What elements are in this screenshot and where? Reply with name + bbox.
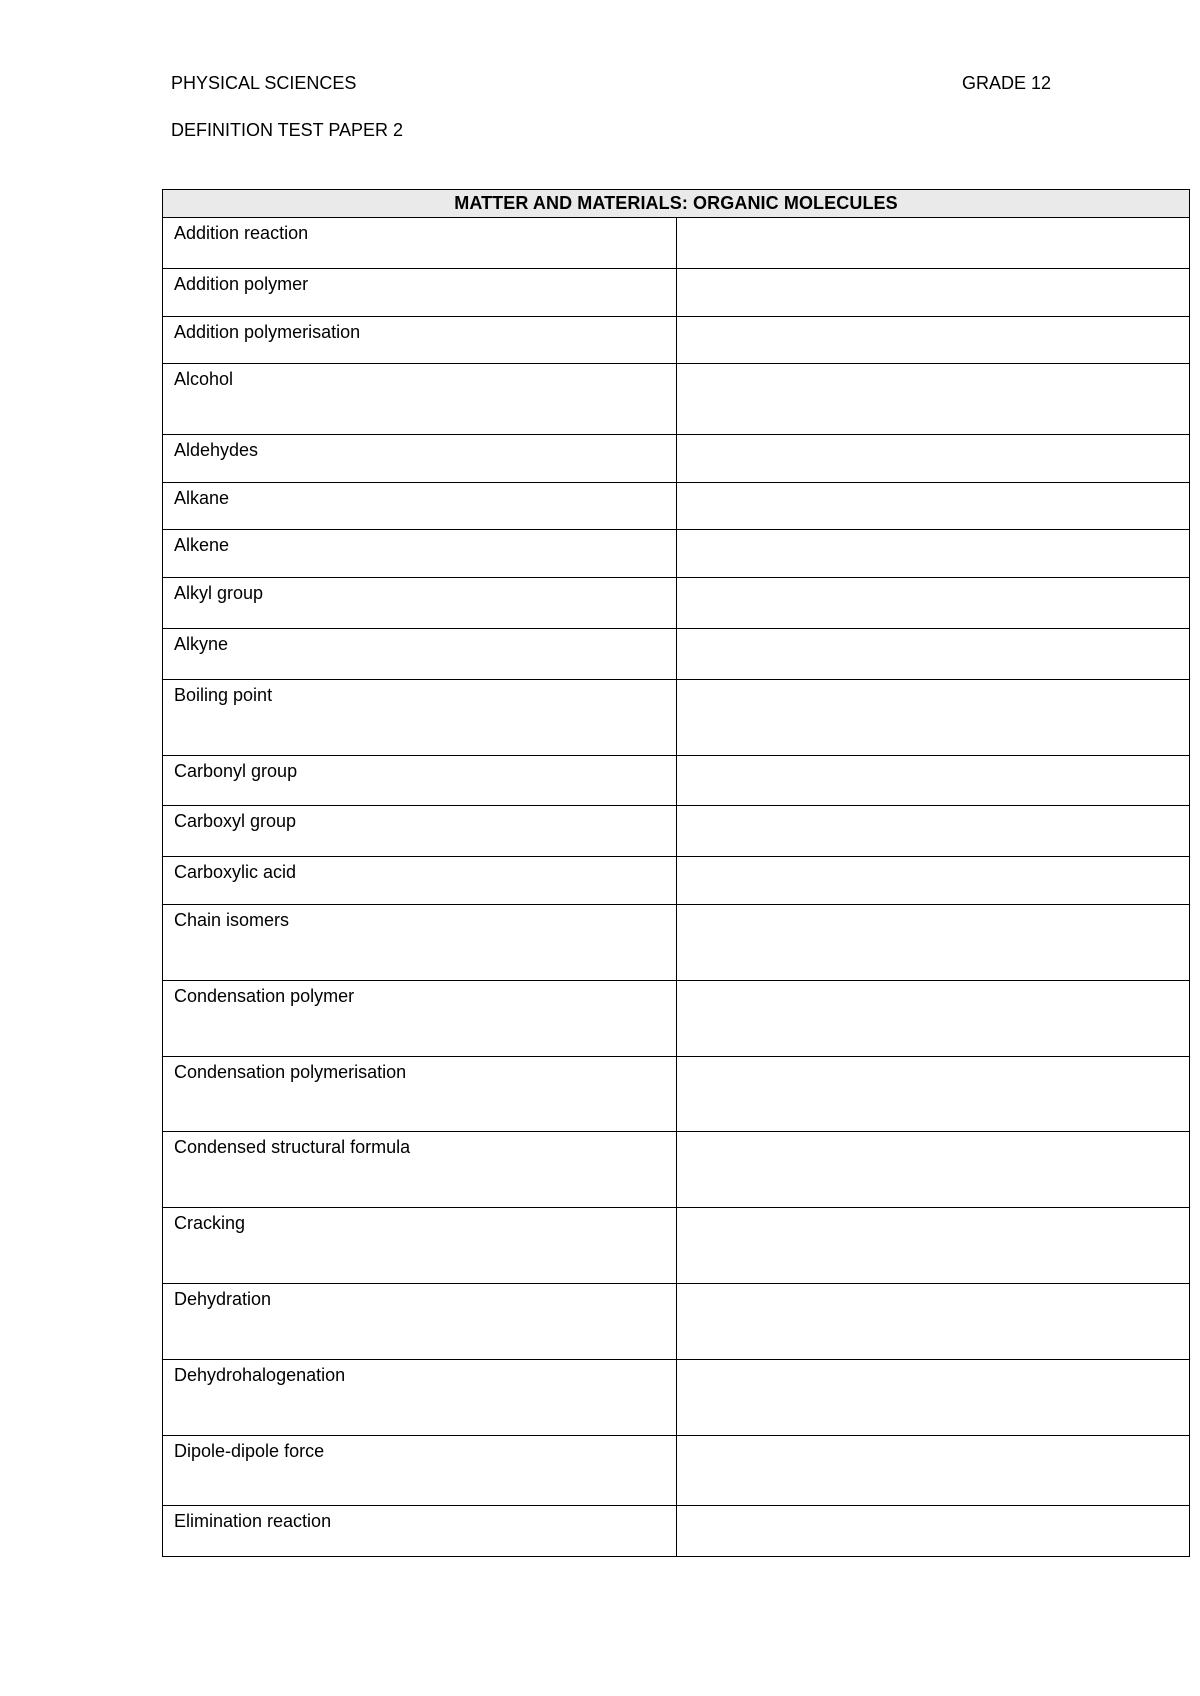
answer-cell	[676, 1284, 1190, 1360]
term-cell: Boiling point	[163, 680, 677, 756]
term-cell: Carboxyl group	[163, 806, 677, 857]
term-cell: Carboxylic acid	[163, 857, 677, 905]
table-row	[163, 364, 1190, 435]
term-cell: Cracking	[163, 1208, 677, 1284]
term-cell: Alkane	[163, 483, 677, 530]
term-cell: Alkene	[163, 530, 677, 578]
answer-cell	[676, 806, 1190, 857]
table-row	[163, 1360, 1190, 1436]
term-cell: Addition polymer	[163, 269, 677, 317]
table-row	[163, 629, 1190, 680]
table-row	[163, 578, 1190, 629]
answer-cell	[676, 317, 1190, 364]
term-cell: Addition reaction	[163, 218, 677, 269]
term-cell: Dehydration	[163, 1284, 677, 1360]
definitions-body	[163, 218, 1190, 1557]
answer-cell	[676, 905, 1190, 981]
table-row	[163, 756, 1190, 806]
table-row	[163, 1284, 1190, 1360]
table-row	[163, 857, 1190, 905]
answer-cell	[676, 1436, 1190, 1506]
answer-cell	[676, 629, 1190, 680]
answer-cell	[676, 530, 1190, 578]
answer-cell	[676, 981, 1190, 1057]
table-row	[163, 435, 1190, 483]
answer-cell	[676, 1132, 1190, 1208]
table-row	[163, 1436, 1190, 1506]
answer-cell	[676, 857, 1190, 905]
answer-cell	[676, 1057, 1190, 1132]
answer-cell	[676, 1360, 1190, 1436]
paper-title: DEFINITION TEST PAPER 2	[171, 120, 404, 140]
table-row	[163, 1057, 1190, 1132]
term-cell: Alkyl group	[163, 578, 677, 629]
table-row	[163, 530, 1190, 578]
answer-cell	[676, 364, 1190, 435]
term-cell: Alcohol	[163, 364, 677, 435]
term-cell: Aldehydes	[163, 435, 677, 483]
table-row	[163, 483, 1190, 530]
table-row	[163, 1506, 1190, 1557]
term-cell: Condensation polymerisation	[163, 1057, 677, 1132]
answer-cell	[676, 578, 1190, 629]
table-row	[163, 269, 1190, 317]
definitions-table	[162, 189, 1190, 1557]
term-cell: Elimination reaction	[163, 1506, 677, 1557]
answer-cell	[676, 435, 1190, 483]
term-cell: Chain isomers	[163, 905, 677, 981]
answer-cell	[676, 269, 1190, 317]
term-cell: Condensation polymer	[163, 981, 677, 1057]
term-cell: Alkyne	[163, 629, 677, 680]
table-row	[163, 806, 1190, 857]
term-cell: Carbonyl group	[163, 756, 677, 806]
term-cell: Dehydrohalogenation	[163, 1360, 677, 1436]
table-row	[163, 1208, 1190, 1284]
answer-cell	[676, 1208, 1190, 1284]
answer-cell	[676, 756, 1190, 806]
term-cell: Addition polymerisation	[163, 317, 677, 364]
table-row	[163, 905, 1190, 981]
term-cell: Dipole-dipole force	[163, 1436, 677, 1506]
table-title-row	[163, 190, 1190, 218]
term-cell: Condensed structural formula	[163, 1132, 677, 1208]
table-row	[163, 218, 1190, 269]
table-row	[163, 1132, 1190, 1208]
answer-cell	[676, 218, 1190, 269]
table-title: MATTER AND MATERIALS: ORGANIC MOLECULES	[163, 190, 1190, 218]
answer-cell	[676, 483, 1190, 530]
grade-label: GRADE 12	[962, 73, 1052, 93]
table-row	[163, 680, 1190, 756]
subject-label: PHYSICAL SCIENCES	[171, 73, 357, 93]
answer-cell	[676, 680, 1190, 756]
table-row	[163, 317, 1190, 364]
table-row	[163, 981, 1190, 1057]
answer-cell	[676, 1506, 1190, 1557]
